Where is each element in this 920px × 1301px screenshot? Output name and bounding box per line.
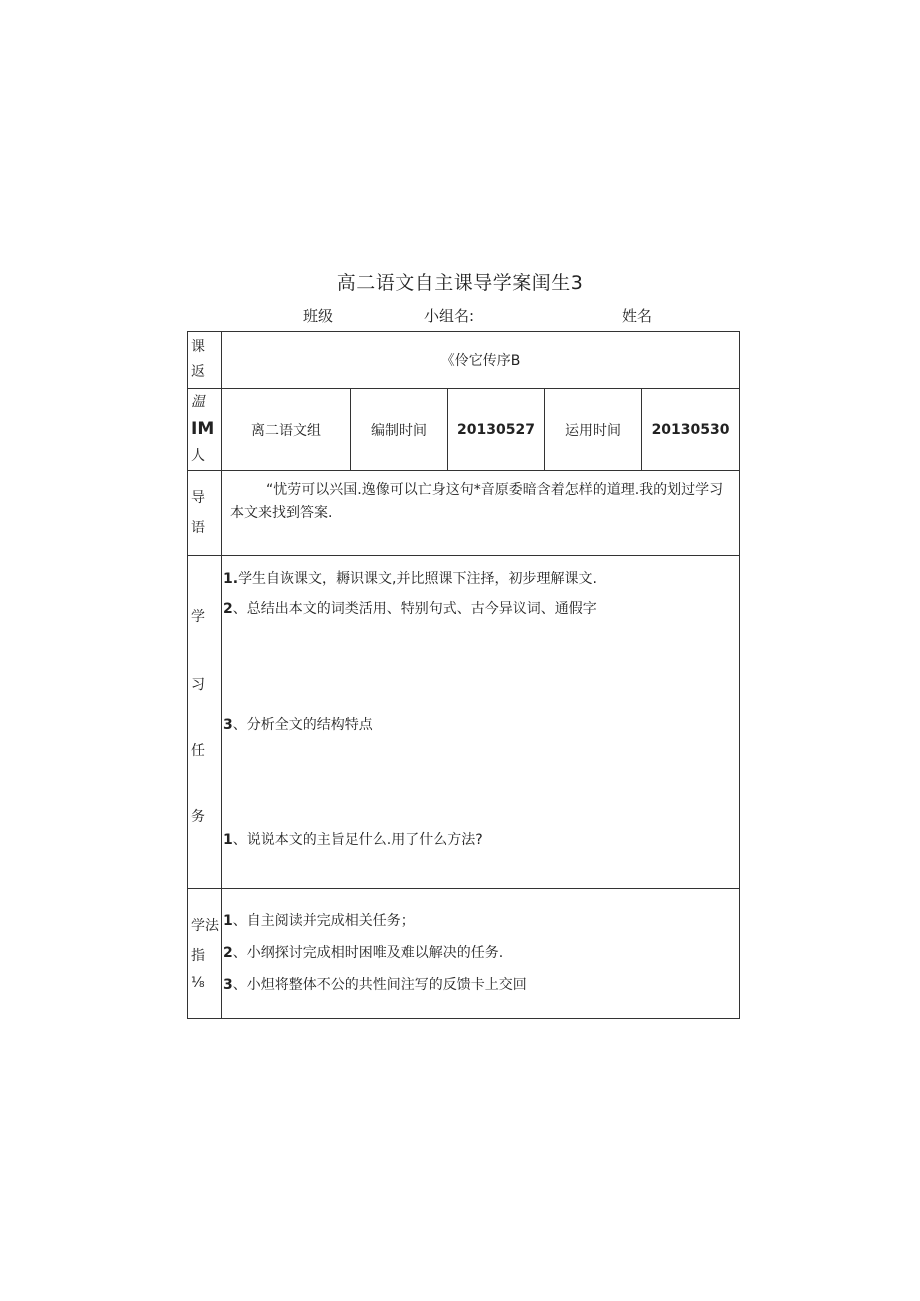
task-item: 3、分析全文的结构特点	[223, 717, 373, 733]
topic-row	[188, 332, 740, 389]
task-item: 1.学生自诙课文，耨识课文,并比照课下注择，初步理解课文.	[223, 571, 597, 587]
methods-row	[188, 889, 740, 1019]
method-item: 1、自主阅读并完成相关任务；	[223, 913, 415, 929]
name-label: 姓名	[622, 307, 653, 325]
compile-time-label: 编制时间	[351, 389, 448, 471]
topic-value: 《伶它传序B	[222, 332, 740, 389]
intro-label: 导 语	[188, 471, 222, 556]
class-label: 班级	[303, 307, 334, 325]
tasks-label: 学 习 任 务	[188, 556, 222, 889]
task-item: 1、说说本文的主旨足什么.用了什么方法?	[223, 832, 483, 848]
task-item: 2、总结出本文的词类活用、特别句式、古今异议词、通假字	[223, 601, 597, 617]
method-item: 2、小纲探讨完成相时困唯及难以解决的任务.	[223, 945, 504, 961]
page-title: 高二语文自主课导学案闺生3	[336, 272, 584, 294]
method-item: 3、小炟将整体不公的共性间注写的反馈卡上交回	[223, 977, 527, 993]
use-time-value: 20130530	[642, 389, 740, 471]
use-time-label: 运用时间	[545, 389, 642, 471]
intro-text: “忧劳可以兴国.逸像可以亡身这句*音原委暗含着怎样的道理.我的划过学习本文来找到答案.	[222, 471, 740, 556]
compile-label: 温 IM 人	[188, 389, 222, 471]
guide-table	[187, 331, 740, 1019]
compile-time-value: 20130527	[448, 389, 545, 471]
tasks-content	[222, 556, 740, 889]
methods-label: 学法 指 ⅛	[188, 889, 222, 1019]
compile-row	[188, 389, 740, 471]
group-label: 小组名:	[424, 307, 475, 325]
methods-content	[222, 889, 740, 1019]
tasks-row	[188, 556, 740, 889]
intro-row	[188, 471, 740, 556]
compile-group: 离二语文组	[222, 389, 351, 471]
topic-label: 课 返	[188, 332, 222, 389]
